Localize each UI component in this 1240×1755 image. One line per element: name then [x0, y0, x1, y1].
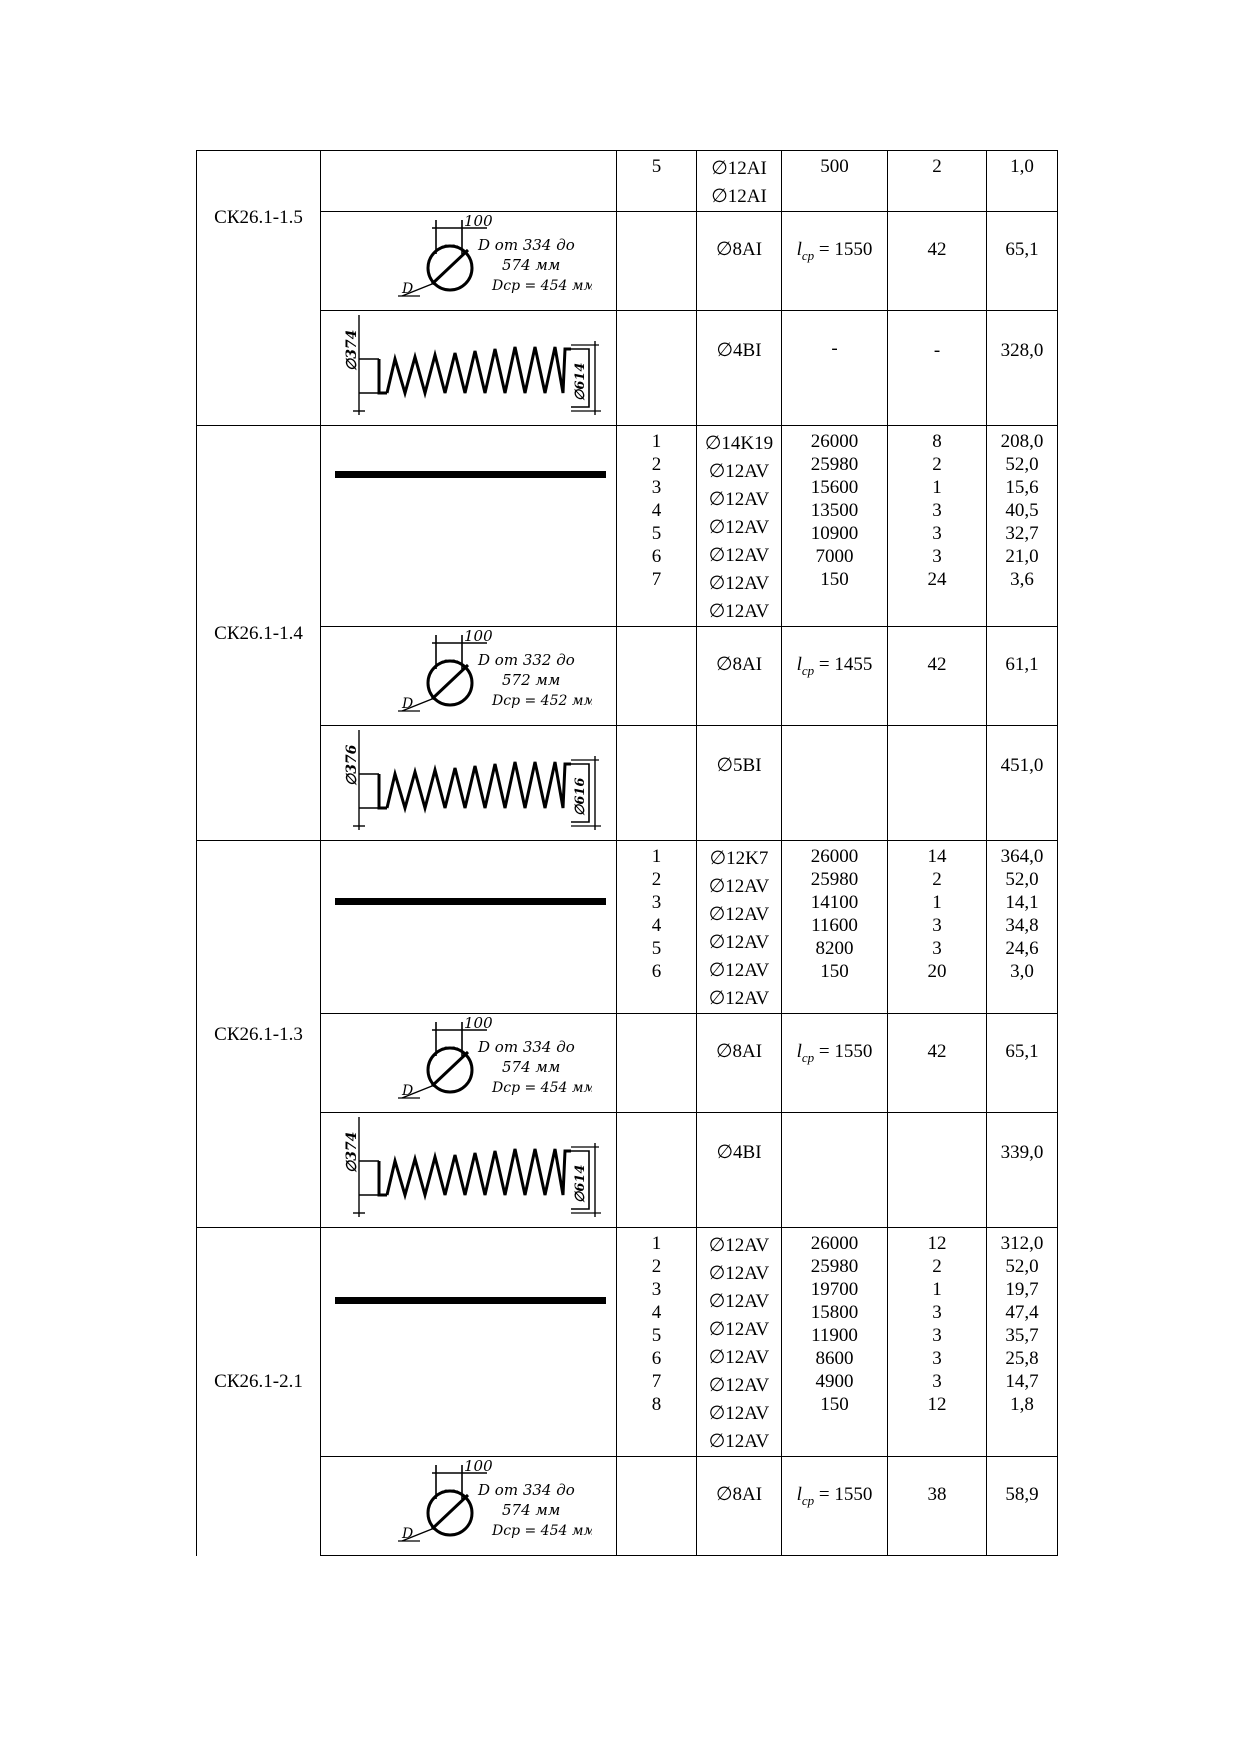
position-number-value: 4 [651, 500, 662, 521]
sketch-label: ∅614 [572, 1164, 588, 1203]
bar-quantity-value: 2 [932, 1256, 942, 1277]
position-number [617, 151, 697, 212]
lcp-value: 1455 [834, 654, 873, 675]
bar-mass-value: 208,0 [1000, 431, 1044, 452]
product-code: СК26.1-1.3 [197, 841, 321, 1228]
ring-stirrup-sketch [392, 627, 592, 719]
bar-quantity-value: 1 [932, 477, 942, 498]
product-code: СК26.1-1.5 [197, 151, 321, 426]
bar-length-value: 11900 [811, 1325, 858, 1346]
rebar-grade-value: ∅8AI [715, 1484, 763, 1505]
bar-quantity [888, 627, 987, 726]
sketch-label: D [401, 1526, 413, 1542]
rebar-grade-value: ∅5BI [716, 755, 762, 776]
bar-quantity-value: 3 [932, 546, 942, 567]
bar-mass-value: 32,7 [1005, 523, 1039, 544]
rebar-grade-value: ∅8AI [715, 654, 763, 675]
sketch-label: 100 [463, 1457, 493, 1475]
sketch-label: Dср = 454 мм [491, 1080, 592, 1096]
straight-bar-sketch-cell [321, 426, 617, 627]
rebar-grade [697, 212, 782, 311]
rebar-grade-value: ∅4BI [716, 340, 762, 361]
bar-mass-value: 1,8 [1010, 1394, 1034, 1415]
rebar-grade-value: ∅12AV [708, 988, 770, 1009]
bar-mass-value: 65,1 [1005, 1041, 1039, 1062]
sketch-label: D от 334 до [477, 236, 575, 254]
bar-mass [987, 1457, 1058, 1556]
bar-quantity-value: 14 [927, 846, 947, 867]
rebar-grade-value: ∅8AI [715, 1041, 763, 1062]
rebar-grade-value: ∅8AI [715, 239, 763, 260]
straight-bar-sketch [335, 898, 606, 905]
bar-quantity-value: 38 [927, 1484, 947, 1505]
rebar-grade [697, 726, 782, 841]
product-code: СК26.1-2.1 [197, 1228, 321, 1556]
sketch-label: D [401, 696, 413, 712]
ring-stirrup-sketch [392, 212, 592, 304]
bar-quantity-value: 42 [927, 1041, 947, 1062]
bar-quantity-value: 2 [932, 869, 942, 890]
bar-length-value: 19700 [810, 1279, 859, 1300]
position-number [617, 212, 697, 311]
bar-length [782, 841, 888, 1014]
bar-quantity [888, 1014, 987, 1113]
rebar-grade-value: ∅12AV [708, 1403, 770, 1424]
rebar-grade [697, 151, 782, 212]
ring-sketch-cell [321, 1457, 617, 1556]
position-number [617, 311, 697, 426]
bar-mass-value: 24,6 [1005, 938, 1039, 959]
position-number-value: 5 [651, 938, 662, 959]
lcp-symbol: $l_{cp}$ [796, 654, 815, 678]
empty-sketch-cell [321, 151, 617, 212]
sketch-label: 574 мм [501, 1501, 560, 1519]
spiral-winding-sketch [343, 726, 609, 834]
bar-quantity [888, 841, 987, 1014]
bar-mass-value: 364,0 [1000, 846, 1044, 867]
rebar-grade-value: ∅12AV [708, 1375, 770, 1396]
rebar-grade-value: ∅12AV [708, 876, 770, 897]
bar-length [782, 426, 888, 627]
table-row [197, 426, 1058, 627]
bar-quantity-value: 2 [932, 454, 942, 475]
bar-length-value: 8600 [815, 1348, 854, 1369]
position-number [617, 726, 697, 841]
bar-quantity [888, 1228, 987, 1457]
position-number-value: 1 [651, 1233, 662, 1254]
rebar-grade [697, 1014, 782, 1113]
bar-quantity-value: 8 [932, 431, 942, 452]
table-row [197, 627, 1058, 726]
bar-mass-value: 3,6 [1010, 569, 1034, 590]
sketch-label: Dср = 454 мм [491, 278, 592, 294]
table-row [197, 1113, 1058, 1228]
bar-mass-value: 339,0 [1000, 1142, 1044, 1163]
bar-quantity-value: 3 [932, 1371, 942, 1392]
bar-quantity [888, 151, 987, 212]
rebar-grade [697, 311, 782, 426]
straight-bar-sketch-cell [321, 1228, 617, 1457]
position-number-value: 6 [651, 961, 662, 982]
straight-bar-sketch [335, 471, 606, 478]
rebar-grade-value: ∅12AV [708, 1235, 770, 1256]
bar-mass-value: 328,0 [1000, 340, 1044, 361]
bar-quantity-value: 2 [932, 156, 942, 177]
bar-length-value: 7000 [815, 546, 854, 567]
table-row [197, 1014, 1058, 1113]
bar-mass [987, 311, 1058, 426]
lcp-symbol: $l_{cp}$ [796, 1484, 815, 1508]
sketch-label: ∅614 [572, 362, 588, 401]
position-number-value: 7 [651, 569, 662, 590]
table-row [197, 841, 1058, 1014]
sketch-label: 574 мм [501, 1058, 560, 1076]
bar-mass-value: 52,0 [1005, 454, 1039, 475]
sketch-label: 574 мм [501, 256, 560, 274]
bar-mass-value: 15,6 [1005, 477, 1039, 498]
bar-quantity-value: - [933, 340, 941, 361]
bar-length [782, 151, 888, 212]
bar-quantity-value: 12 [927, 1394, 947, 1415]
bar-mass [987, 151, 1058, 212]
bar-length-value: 150 [820, 961, 849, 982]
rebar-grade [697, 627, 782, 726]
ring-sketch-cell [321, 627, 617, 726]
bar-quantity-value: 3 [932, 938, 942, 959]
rebar-grade-value: ∅12AV [708, 1263, 770, 1284]
bar-quantity-value: 12 [927, 1233, 947, 1254]
sketch-label: 100 [463, 212, 493, 230]
rebar-grade-value: ∅12AV [708, 517, 770, 538]
bar-quantity-value: 42 [927, 239, 947, 260]
bar-quantity [888, 726, 987, 841]
straight-bar-sketch-cell [321, 841, 617, 1014]
bar-length-value: 8200 [815, 938, 854, 959]
bar-length-value: 15600 [810, 477, 859, 498]
sketch-label: D от 334 до [477, 1038, 575, 1056]
rebar-grade-value: ∅12AV [708, 601, 770, 622]
bar-quantity-value: 3 [932, 915, 942, 936]
bar-mass-value: 1,0 [1010, 156, 1034, 177]
position-number-value: 2 [651, 869, 662, 890]
bar-mass [987, 1014, 1058, 1113]
bar-quantity [888, 1457, 987, 1556]
bar-length-value: 4900 [815, 1371, 854, 1392]
bar-quantity [888, 426, 987, 627]
bar-mass-value: 61,1 [1005, 654, 1039, 675]
bar-mass [987, 212, 1058, 311]
rebar-grade-value: ∅12AV [708, 1319, 770, 1340]
spiral-sketch-cell [321, 726, 617, 841]
position-number-value: 5 [651, 156, 662, 177]
rebar-grade-value: ∅12AV [708, 1347, 770, 1368]
rebar-grade [697, 841, 782, 1014]
bar-mass-value: 14,7 [1005, 1371, 1039, 1392]
position-number [617, 1014, 697, 1113]
bar-quantity-value: 24 [927, 569, 947, 590]
table-row [197, 1457, 1058, 1556]
rebar-grade-value: ∅12AV [708, 573, 770, 594]
position-number [617, 841, 697, 1014]
position-number-value: 1 [651, 431, 662, 452]
rebar-grade-value: ∅12AV [708, 1431, 770, 1452]
lcp-value: 1550 [834, 1484, 873, 1505]
bar-mass-value: 312,0 [1000, 1233, 1044, 1254]
bar-mass [987, 1113, 1058, 1228]
bar-length-value: 10900 [810, 523, 859, 544]
bar-length-value: 26000 [810, 846, 859, 867]
bar-length-value: 150 [820, 1394, 849, 1415]
bar-mass-value: 451,0 [1000, 755, 1044, 776]
bar-length-value: 25980 [810, 869, 859, 890]
bar-mass-value: 47,4 [1005, 1302, 1039, 1323]
product-code: СК26.1-1.4 [197, 426, 321, 841]
rebar-grade [697, 1113, 782, 1228]
sketch-label: 100 [463, 627, 493, 645]
bar-quantity-value: 42 [927, 654, 947, 675]
spiral-sketch-cell [321, 1113, 617, 1228]
ring-stirrup-sketch [392, 1457, 592, 1549]
position-number-value: 1 [651, 846, 662, 867]
bar-mass-value: 40,5 [1005, 500, 1039, 521]
rebar-grade-value: ∅12K7 [709, 848, 769, 869]
bar-length-value: 25980 [810, 1256, 859, 1277]
table-row [197, 1228, 1058, 1457]
bar-mass-value: 3,0 [1010, 961, 1034, 982]
position-number-value: 3 [651, 477, 662, 498]
lcp-symbol: $l_{cp}$ [796, 239, 815, 263]
spiral-winding-sketch [343, 311, 609, 419]
bar-mass-value: 25,8 [1005, 1348, 1039, 1369]
sketch-label: D от 332 до [477, 651, 575, 669]
position-number-value: 6 [651, 1348, 662, 1369]
table-row [197, 212, 1058, 311]
bar-mass [987, 426, 1058, 627]
ring-sketch-cell [321, 212, 617, 311]
bar-mass-value: 58,9 [1005, 1484, 1039, 1505]
bar-mass [987, 1228, 1058, 1457]
bar-mass [987, 841, 1058, 1014]
rebar-grade-value: ∅12AI [711, 186, 767, 207]
rebar-grade-value: ∅12AI [711, 158, 767, 179]
bar-mass-value: 52,0 [1005, 1256, 1039, 1277]
bar-length [782, 726, 888, 841]
bar-quantity-value: 3 [932, 1325, 942, 1346]
sketch-label: D [401, 281, 413, 297]
position-number-value: 4 [651, 1302, 662, 1323]
position-number [617, 627, 697, 726]
position-number-value: 5 [651, 523, 662, 544]
bar-length-value: 14100 [810, 892, 859, 913]
table-row [197, 151, 1058, 212]
rebar-grade-value: ∅12AV [708, 545, 770, 566]
bar-quantity-value: 3 [932, 500, 942, 521]
table-row [197, 726, 1058, 841]
sketch-label: D [401, 1083, 413, 1099]
bar-length-value: 11600 [811, 915, 858, 936]
lcp-value: 1550 [834, 1041, 873, 1062]
sketch-label: ∅374 [343, 329, 360, 371]
bar-length-value: 13500 [810, 500, 859, 521]
sketch-label: ∅374 [343, 1131, 360, 1173]
ring-stirrup-sketch [392, 1014, 592, 1106]
bar-mass-value: 52,0 [1005, 869, 1039, 890]
bar-length-value: 500 [820, 156, 849, 177]
position-number-value: 3 [651, 892, 662, 913]
bar-length-value: 25980 [810, 454, 859, 475]
rebar-grade-value: ∅12AV [708, 904, 770, 925]
sketch-label: ∅376 [343, 744, 360, 786]
rebar-grade-value: ∅12AV [708, 489, 770, 510]
rebar-grade-value: ∅14K19 [704, 433, 774, 454]
bar-length [782, 311, 888, 426]
bar-mass [987, 726, 1058, 841]
sketch-label: 572 мм [501, 671, 560, 689]
spiral-winding-sketch [343, 1113, 609, 1221]
rebar-grade [697, 1457, 782, 1556]
position-number-value: 2 [651, 454, 662, 475]
straight-bar-sketch [335, 1297, 606, 1304]
ring-sketch-cell [321, 1014, 617, 1113]
bar-length [782, 1113, 888, 1228]
bar-mass-value: 14,1 [1005, 892, 1039, 913]
bar-quantity-value: 3 [932, 1348, 942, 1369]
average-length: $l_{cp} = 1550$ [782, 1457, 888, 1556]
bar-mass-value: 19,7 [1005, 1279, 1039, 1300]
rebar-grade-value: ∅12AV [708, 461, 770, 482]
position-number [617, 1113, 697, 1228]
bar-length-value: 150 [820, 569, 849, 590]
position-number-value: 5 [651, 1325, 662, 1346]
bar-mass-value: 65,1 [1005, 239, 1039, 260]
rebar-grade [697, 1228, 782, 1457]
bar-quantity [888, 1113, 987, 1228]
lcp-symbol: $l_{cp}$ [796, 1041, 815, 1065]
sketch-label: ∅616 [572, 777, 588, 816]
position-number-value: 3 [651, 1279, 662, 1300]
rebar-grade [697, 426, 782, 627]
lcp-value: 1550 [834, 239, 873, 260]
bar-mass-value: 34,8 [1005, 915, 1039, 936]
position-number-value: 7 [651, 1371, 662, 1392]
position-number [617, 426, 697, 627]
spiral-sketch-cell [321, 311, 617, 426]
bar-mass-value: 21,0 [1005, 546, 1039, 567]
average-length: $l_{cp} = 1455$ [782, 627, 888, 726]
bar-quantity-value: 3 [932, 1302, 942, 1323]
bar-quantity-value: 1 [932, 1279, 942, 1300]
rebar-grade-value: ∅12AV [708, 1291, 770, 1312]
rebar-grade-value: ∅12AV [708, 960, 770, 981]
position-number [617, 1457, 697, 1556]
position-number-value: 6 [651, 546, 662, 567]
specification-table-sheet [196, 150, 1058, 1556]
rebar-specification-table [196, 150, 1058, 1556]
table-row [197, 311, 1058, 426]
sketch-label: Dср = 454 мм [491, 1523, 592, 1539]
bar-length-value: 26000 [810, 431, 859, 452]
rebar-grade-value: ∅12AV [708, 932, 770, 953]
bar-quantity [888, 311, 987, 426]
position-number-value: 4 [651, 915, 662, 936]
bar-length-value: 26000 [810, 1233, 859, 1254]
sketch-label: Dср = 452 мм [491, 693, 592, 709]
bar-mass [987, 627, 1058, 726]
bar-length-value: - [831, 338, 838, 359]
bar-quantity-value: 1 [932, 892, 942, 913]
average-length: $l_{cp} = 1550$ [782, 1014, 888, 1113]
sketch-label: D от 334 до [477, 1481, 575, 1499]
position-number-value: 8 [651, 1394, 662, 1415]
bar-quantity-value: 3 [932, 523, 942, 544]
bar-mass-value: 35,7 [1005, 1325, 1039, 1346]
average-length: $l_{cp} = 1550$ [782, 212, 888, 311]
rebar-grade-value: ∅4BI [716, 1142, 762, 1163]
bar-length-value: 15800 [810, 1302, 859, 1323]
bar-quantity-value: 20 [927, 961, 947, 982]
position-number [617, 1228, 697, 1457]
bar-length [782, 1228, 888, 1457]
position-number-value: 2 [651, 1256, 662, 1277]
bar-quantity [888, 212, 987, 311]
sketch-label: 100 [463, 1014, 493, 1032]
